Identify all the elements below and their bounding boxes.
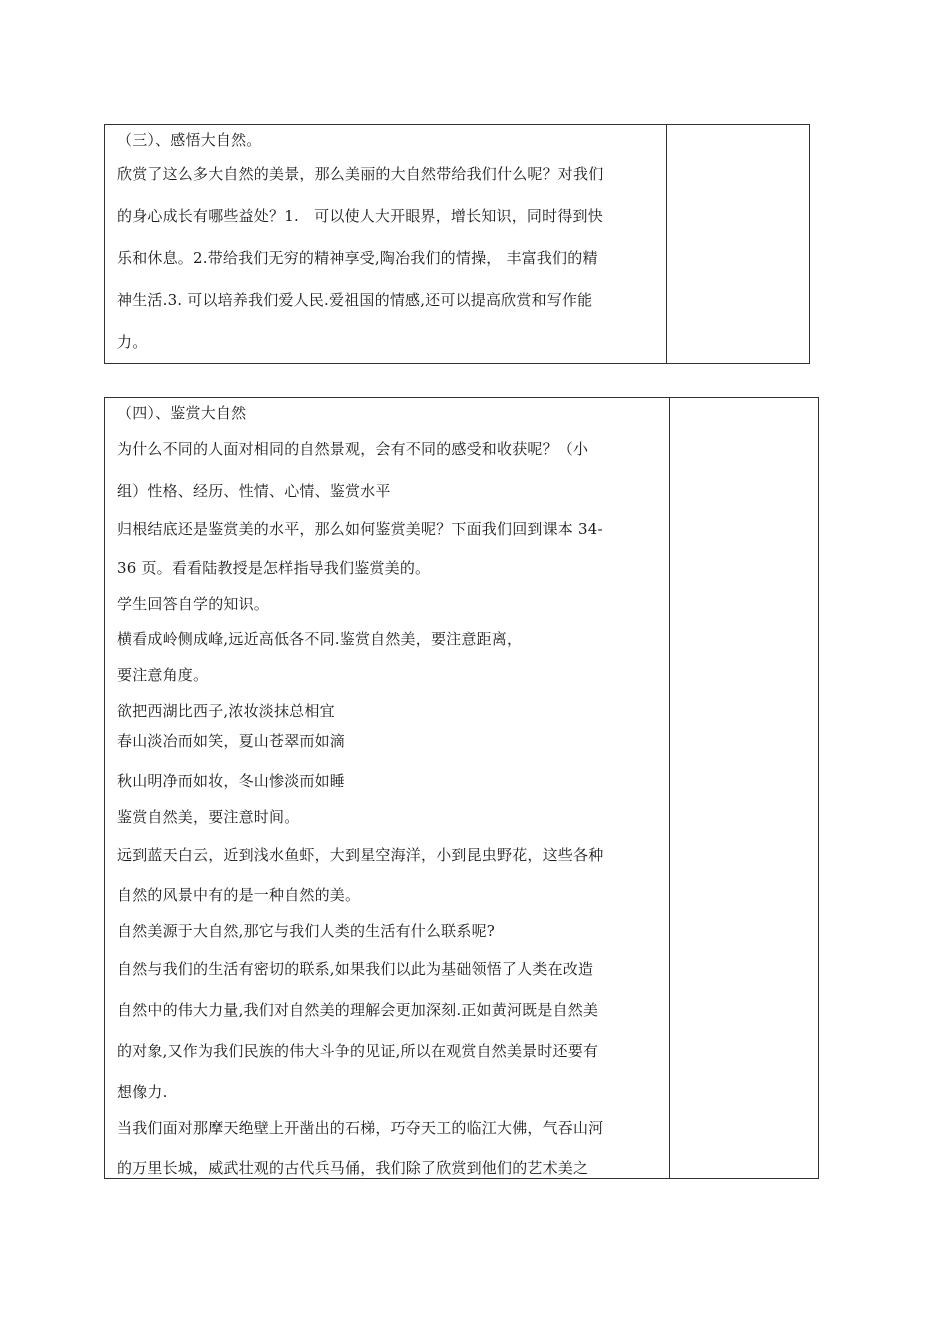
section4-line: 春山淡冶而如笑，夏山苍翠而如滴 bbox=[117, 732, 346, 750]
section4-line: 的万里长城，威武壮观的古代兵马俑，我们除了欣赏到他们的艺术美之 bbox=[117, 1159, 589, 1177]
section4-line: 欲把西湖比西子,浓妆淡抹总相宜 bbox=[117, 702, 335, 720]
section3-notes-cell bbox=[667, 125, 810, 363]
section4-line: 自然与我们的生活有密切的联系,如果我们以此为基础领悟了人类在改造 bbox=[117, 960, 594, 978]
section4-line: 远到蓝天白云，近到浅水鱼虾，大到星空海洋，小到昆虫野花，这些各种 bbox=[117, 846, 604, 864]
section3-line: 乐和休息。2.带给我们无穷的精神享受,陶冶我们的情操， 丰富我们的精 bbox=[117, 249, 598, 267]
section4-notes-cell bbox=[670, 398, 818, 1178]
section4-line: 的对象,又作为我们民族的伟大斗争的见证,所以在观赏自然美景时还要有 bbox=[117, 1042, 599, 1060]
section3-line: 的身心成长有哪些益处？1. 可以使人大开眼界，增长知识，同时得到快 bbox=[117, 207, 603, 225]
section4-line: 横看成岭侧成峰,远近高低各不同.鉴赏自然美，要注意距离， bbox=[117, 630, 523, 648]
section4-line: 当我们面对那摩天绝壁上开凿出的石梯，巧夺天工的临江大佛，气吞山河 bbox=[117, 1119, 604, 1137]
section4-line: 36 页。看看陆教授是怎样指导我们鉴赏美的。 bbox=[117, 559, 431, 577]
section4-line: 想像力. bbox=[117, 1083, 168, 1101]
section3-line: 力。 bbox=[117, 333, 148, 351]
section4-heading: （四）、鉴赏大自然 bbox=[117, 404, 247, 422]
section4-line: 组）性格、经历、性情、心情、鉴赏水平 bbox=[117, 482, 391, 500]
section4-content-cell bbox=[105, 398, 669, 1178]
section4-line: 归根结底还是鉴赏美的水平，那么如何鉴赏美呢？下面我们回到课本 34- bbox=[117, 520, 603, 538]
section3-heading: （三）、感悟大自然。 bbox=[117, 131, 262, 149]
section4-line: 自然美源于大自然,那它与我们人类的生活有什么联系呢? bbox=[117, 922, 496, 940]
section4-line: 学生回答自学的知识。 bbox=[117, 595, 270, 613]
section3-content-cell bbox=[105, 125, 666, 363]
section3-line: 神生活.3. 可以培养我们爱人民.爱祖国的情感,还可以提高欣赏和写作能 bbox=[117, 291, 593, 309]
section3-line: 欣赏了这么多大自然的美景，那么美丽的大自然带给我们什么呢？对我们 bbox=[117, 165, 604, 183]
section4-line: 自然中的伟大力量,我们对自然美的理解会更加深刻.正如黄河既是自然美 bbox=[117, 1001, 599, 1019]
section4-table bbox=[104, 397, 819, 1179]
section4-line: 鉴赏自然美，要注意时间。 bbox=[117, 808, 300, 826]
section4-line: 自然的风景中有的是一种自然的美。 bbox=[117, 886, 361, 904]
section4-line: 要注意角度。 bbox=[117, 666, 209, 684]
section4-line: 秋山明净而如妆，冬山惨淡而如睡 bbox=[117, 772, 346, 790]
section4-line: 为什么不同的人面对相同的自然景观，会有不同的感受和收获呢？（小 bbox=[117, 440, 589, 458]
section3-table bbox=[104, 124, 810, 364]
